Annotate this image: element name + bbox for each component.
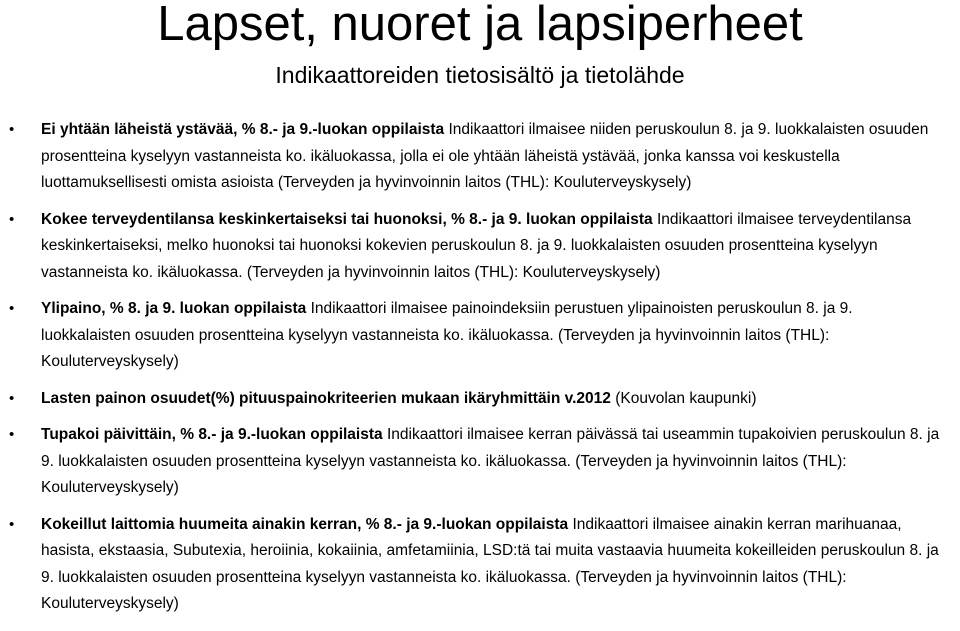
indicator-description: (Kouvolan kaupunki) xyxy=(610,389,757,407)
slide-title: Lapset, nuoret ja lapsiperheet xyxy=(157,0,803,51)
indicator-description: Indikaattori ilmaisee terveydentilansa keskinkertaiseksi, melko huonoksi tai huonoksi kokevien peruskoulun 8. ja 9. luokkalaisten osuuden prosentteina kyselyyn vastanneista ko. ikäluokassa. (Terveyden ja hyvinvoinnin laitos (THL): Kouluterveyskysely) xyxy=(41,210,912,281)
list-item xyxy=(0,117,960,197)
bullet-icon: • xyxy=(9,210,15,228)
list-item xyxy=(0,512,960,618)
bullet-icon: • xyxy=(9,426,15,443)
indicator-name: Ei yhtään läheistä ystävää, % 8.- ja 9.-luokan oppilaista xyxy=(41,121,445,138)
list-item xyxy=(0,207,960,287)
indicator-name: Lasten painon osuudet(%) pituuspainokriteerien mukaan ikäryhmittäin v.2012 xyxy=(41,389,611,407)
indicator-name: Kokeillut laittomia huumeita ainakin kerran, % 8.- ja 9.-luokan oppilaista xyxy=(41,515,569,533)
indicator-description: Indikaattori ilmaisee painoindeksiin perustuen ylipainoisten peruskoulun 8. ja 9. luokkalaisten osuuden prosentteina kyselyyn vastanneista ko. ikäluokassa. (Terveyden ja hyvinvoinnin laitos (THL): Kouluterveyskysely) xyxy=(41,300,853,370)
indicator-list xyxy=(0,117,960,628)
list-item xyxy=(0,386,960,413)
indicator-description: Indikaattori ilmaisee niiden peruskoulun 8. ja 9. luokkalaisten osuuden prosentteina kyselyyn vastanneista ko. ikäluokassa, jolla ei ole yhtään läheistä ystävää, jonka kanssa voi keskustella luottamuksellisesti omista asioista (Terveyden ja hyvinvoinnin laitos (THL): Kouluterveyskysely) xyxy=(41,121,929,191)
bullet-icon: • xyxy=(9,121,15,138)
indicator-description: Indikaattori ilmaisee ainakin kerran marihuanaa, hasista, ekstaasia, Subutexia, heroiinia, kokaiinia, amfetamiinia, LSD:tä tai muita vastaavia huumeita kokeilleiden peruskoulun 8. ja 9. luokkalaisten osuuden prosentteina kyselyyn vastanneista ko. ikäluokassa. (Terveyden ja hyvinvoinnin laitos (THL): Kouluterveyskysely) xyxy=(41,515,939,612)
indicator-name: Ylipaino, % 8. ja 9. luokan oppilaista xyxy=(41,300,307,317)
list-item xyxy=(0,422,960,502)
indicator-name: Tupakoi päivittäin, % 8.- ja 9.-luokan oppilaista xyxy=(41,426,383,443)
indicator-description: Indikaattori ilmaisee kerran päivässä tai useammin tupakoivien peruskoulun 8. ja 9. luokkalaisten osuuden prosentteina kyselyyn vastanneista ko. ikäluokassa. (Terveyden ja hyvinvoinnin laitos (THL): Kouluterveyskysely) xyxy=(41,426,940,496)
list-item xyxy=(0,296,960,376)
slide-subtitle: Indikaattoreiden tietosisältö ja tietolähde xyxy=(275,62,685,88)
indicator-name: Kokee terveydentilansa keskinkertaiseksi tai huonoksi, % 8.- ja 9. luokan oppilaista xyxy=(41,210,653,228)
bullet-icon: • xyxy=(9,300,15,317)
bullet-icon: • xyxy=(9,515,15,533)
bullet-icon: • xyxy=(9,389,15,407)
